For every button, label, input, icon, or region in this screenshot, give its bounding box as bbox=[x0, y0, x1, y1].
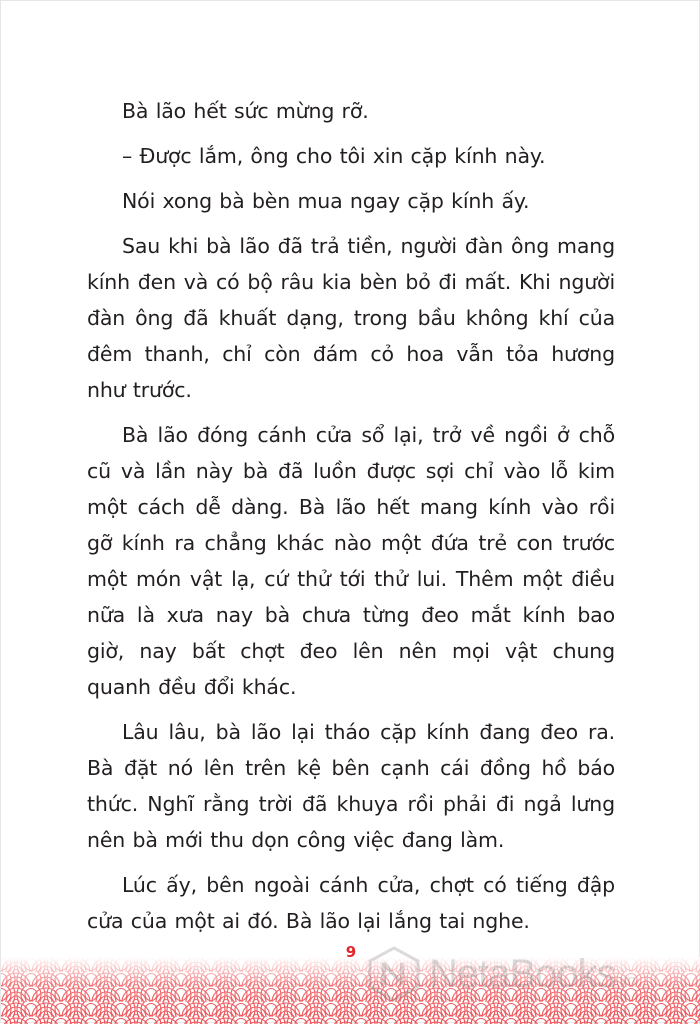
paragraph-6: Lâu lâu, bà lão lại tháo cặp kính đang đeo ra. Bà đặt nó lên trên kệ bên cạnh cái đồng hồ báo thức. Nghĩ rằng trời đã khuya rồi phải đi ngả lưng nên bà mới thu dọn công việc đang làm. bbox=[87, 720, 615, 852]
watermark-suffix: .vn bbox=[615, 972, 636, 989]
paragraph-5: Bà lão đóng cánh cửa sổ lại, trở về ngồi ở chỗ cũ và lần này bà đã luồn được sợi chỉ vào lỗ kim một cách dễ dàng. Bà lão hết mang kính vào rồi gỡ kính ra chẳng khác nào một đứa trẻ con trước một món vật lạ, cứ thử tới thử lui. Thêm một điều nữa là xưa nay bà chưa từng đeo mắt kính bao giờ, nay bất chợt đeo lên nên mọi vật chung quanh đều đổi khác. bbox=[87, 423, 615, 699]
paragraph-7: Lúc ấy, bên ngoài cánh cửa, chợt có tiếng đập cửa của một ai đó. Bà lão lại lắng tai nghe. bbox=[87, 873, 615, 933]
watermark bbox=[365, 945, 636, 1003]
paragraph-2: – Được lắm, ông cho tôi xin cặp kính này. bbox=[122, 144, 546, 168]
paragraph-4: Sau khi bà lão đã trả tiền, người đàn ông mang kính đen và có bộ râu kia bèn bỏ đi mất. Khi người đàn ông đã khuất dạng, trong bầu không khí của đêm thanh, chỉ còn đám cỏ hoa vẫn tỏa hương như trước. bbox=[87, 234, 615, 402]
page-number: 9 bbox=[345, 943, 357, 961]
netabooks-logo-icon bbox=[365, 945, 423, 1003]
watermark-brand: NetaBooks bbox=[429, 951, 616, 996]
story-text bbox=[87, 93, 615, 948]
paragraph-3: Nói xong bà bèn mua ngay cặp kính ấy. bbox=[122, 189, 530, 213]
paragraph-1: Bà lão hết sức mừng rỡ. bbox=[122, 99, 369, 123]
